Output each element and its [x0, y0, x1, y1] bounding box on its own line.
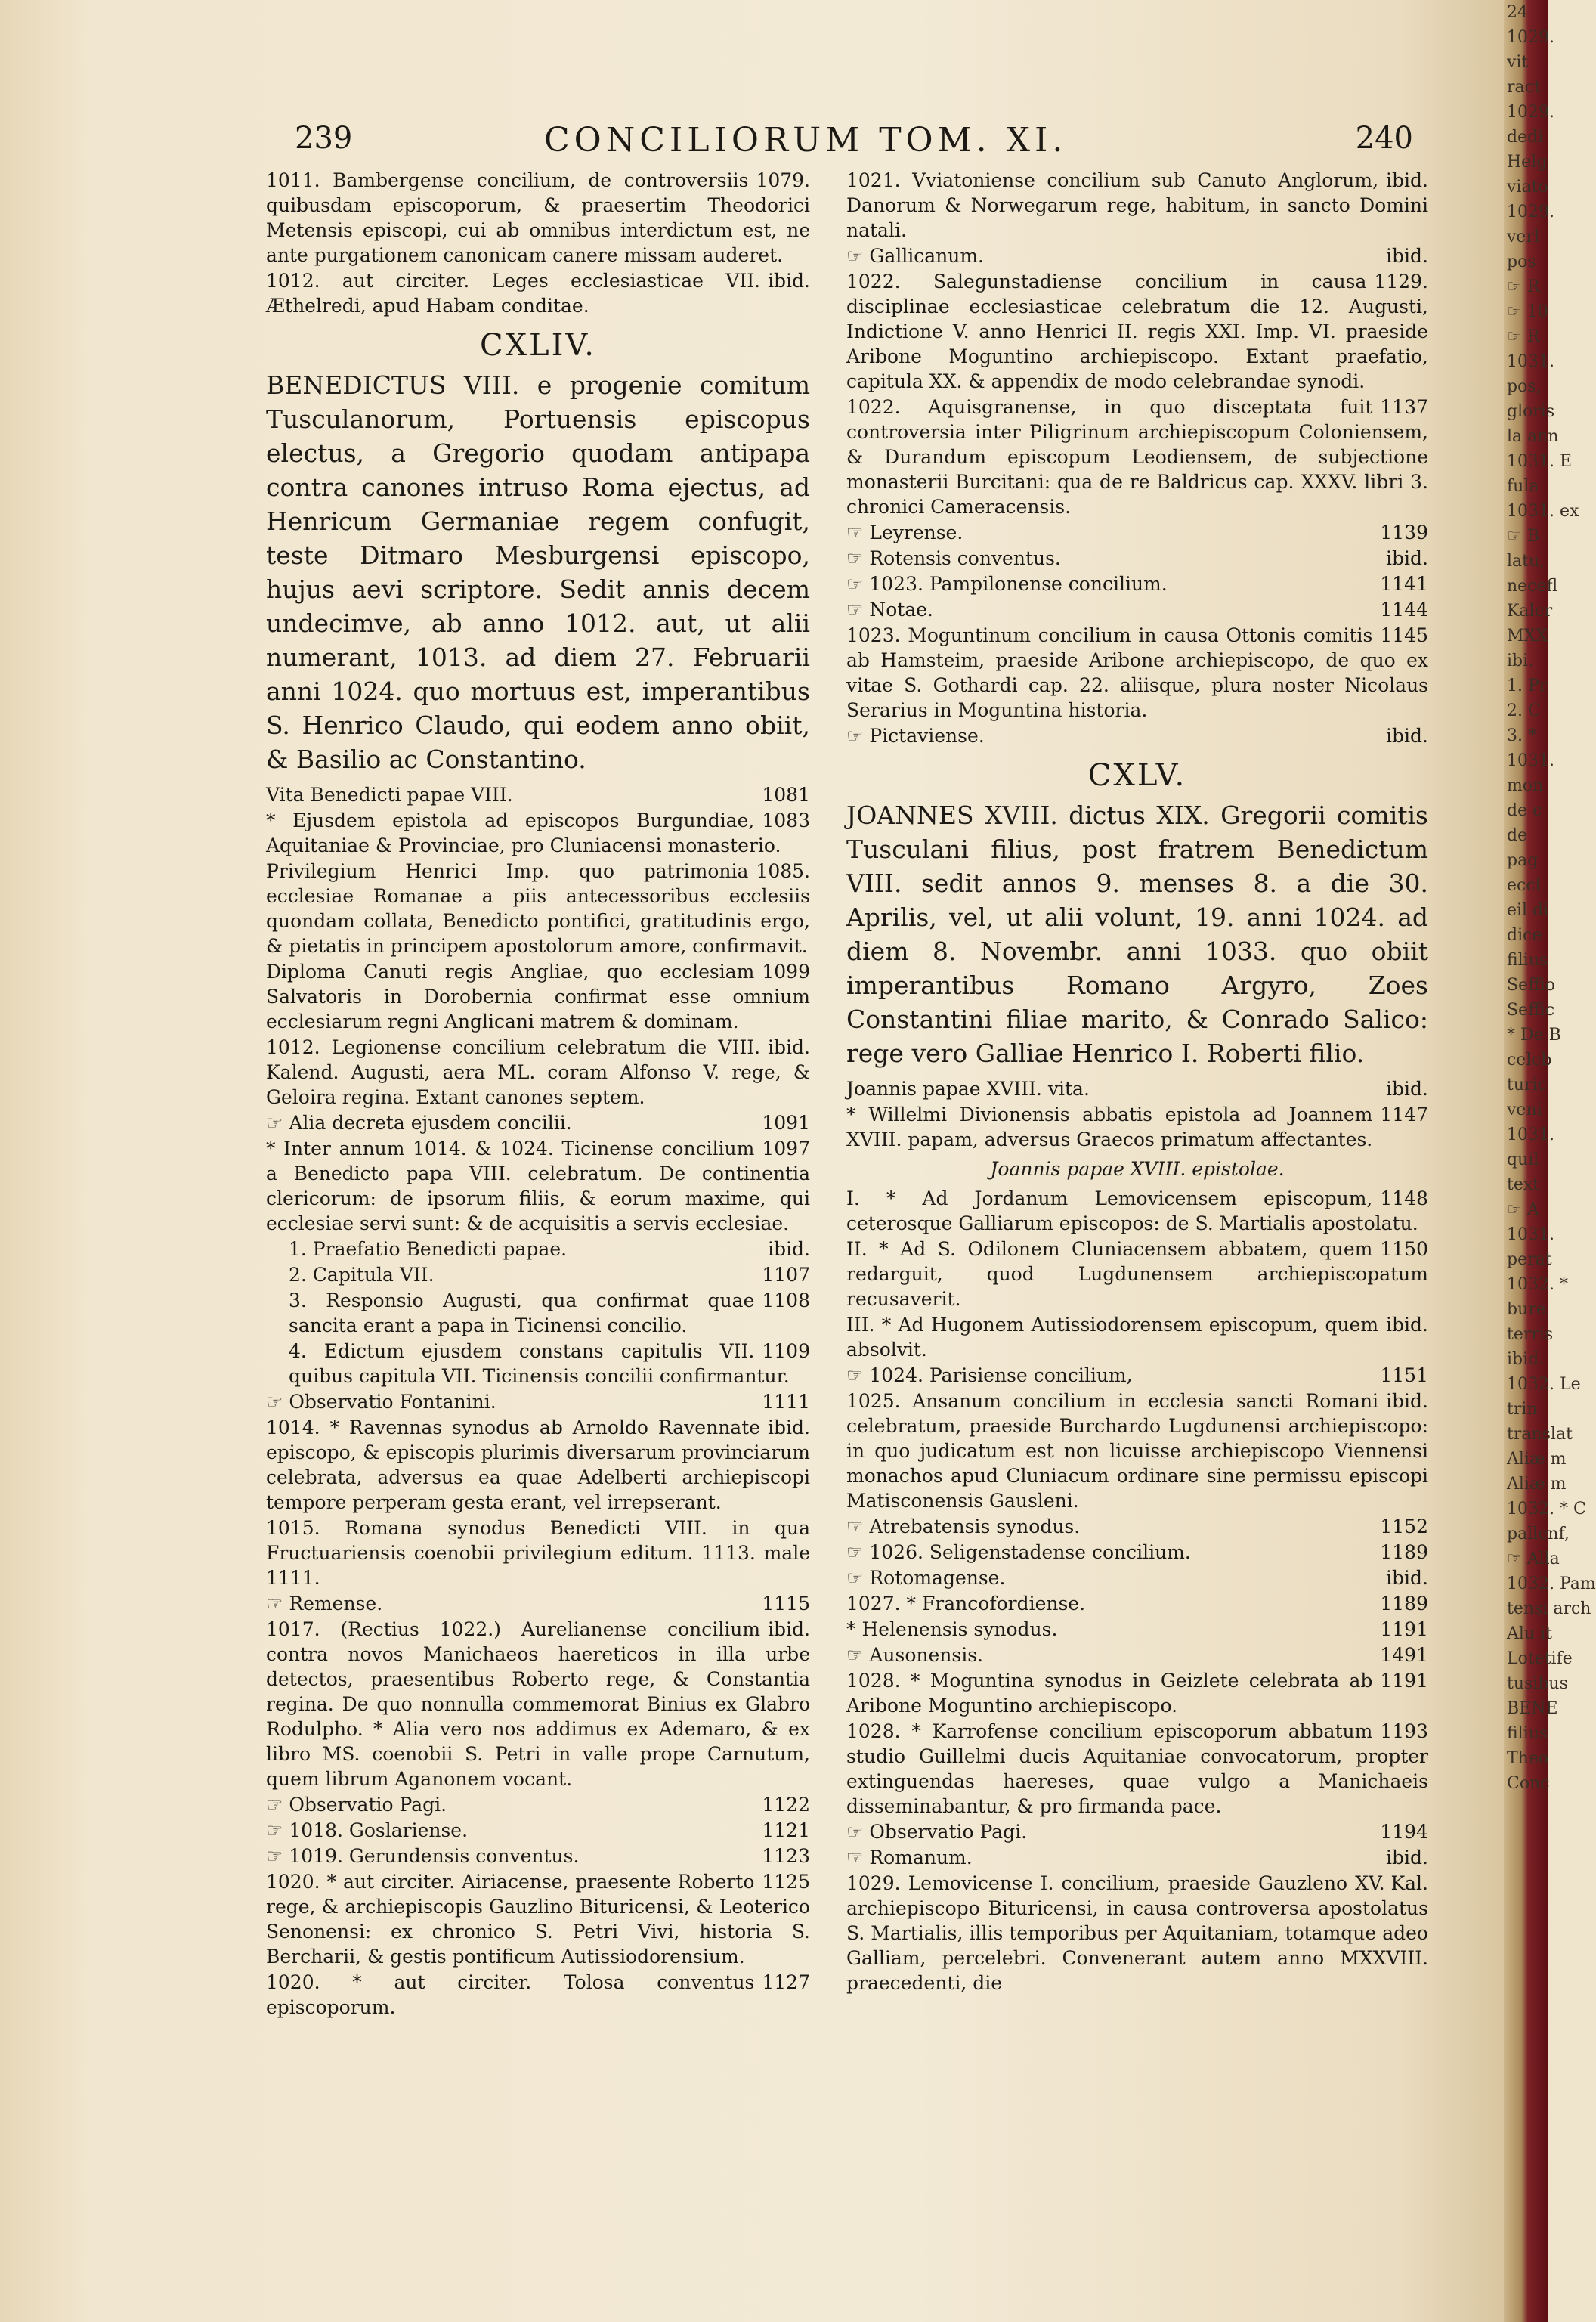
facing-page-line: de c [1507, 801, 1542, 820]
page-reference: 1108 [762, 1289, 810, 1311]
page-reference: ibid. [768, 1618, 810, 1640]
entry-text: 1021. Vviatoniense concilium sub Canuto Anglorum, Danorum & Norwegarum rege, habitum, in sancto Domini natali. [846, 169, 1428, 241]
facing-page-line: 1032. * C [1507, 1500, 1586, 1519]
facing-page-line: necefl [1507, 577, 1558, 596]
page-reference: 1148 [1380, 1187, 1428, 1209]
facing-page-line: 1029. [1507, 103, 1554, 122]
facing-page-line: ☞ R [1507, 277, 1540, 296]
page-reference: 1109 [762, 1340, 810, 1362]
entry-text: ☞ Romanum. [846, 1847, 973, 1868]
page-reference: 1099 [762, 961, 810, 983]
index-entry [266, 1970, 810, 2020]
facing-page-line: Kaler [1507, 602, 1553, 621]
facing-page-line: 1032. Le [1507, 1375, 1581, 1394]
index-entry [846, 1591, 1428, 1616]
entry-text: * Inter annum 1014. & 1024. Ticinense concilium a Benedicto papa VIII. celebratum. De continentia clericorum: de ipsorum filiis, & eorum maxime, qui ecclesiae servi sunt: & de acquisitis a servis ecclesiae. [266, 1138, 810, 1234]
page-reference: 1079. [756, 169, 810, 191]
facing-page-line: ☞ R [1507, 327, 1540, 346]
facing-page-line: turic [1507, 1076, 1547, 1094]
entry-text: * Ejusdem epistola ad episcopos Burgundiae, Aquitaniae & Provinciae, pro Cluniacensi monasterio. [266, 810, 781, 856]
entry-text: ☞ Gallicanum. [846, 245, 984, 267]
facing-page-line: 2. C [1507, 701, 1541, 720]
index-entry [266, 1237, 810, 1262]
facing-page-line: trin [1507, 1400, 1538, 1419]
index-entry [846, 597, 1428, 622]
page-reference: 1491 [1380, 1644, 1428, 1666]
entry-text: 1011. Bambergense concilium, de controversiis quibusdam episcoporum, & praesertim Theodorici Metensis episcopi, cui ab omnibus interdictum est, ne ante purgationem canonicam canere missam auderet. [266, 169, 810, 266]
facing-page-line: 1032. Pam [1507, 1574, 1596, 1593]
index-entry [846, 1312, 1428, 1362]
page-reference: 1097 [762, 1138, 810, 1159]
entry-text: 1012. Legionense concilium celebratum die VIII. Kalend. Augusti, aera ML. coram Alfonso V. rege, & Geloira regina. Extant canones septem. [266, 1036, 810, 1108]
index-entry [846, 1102, 1428, 1152]
index-entry [266, 1288, 810, 1338]
index-entry [266, 808, 810, 858]
facing-page-line: BENE [1507, 1699, 1558, 1718]
entry-text: ☞ 1023. Pampilonense concilium. [846, 573, 1168, 595]
index-entry [846, 1363, 1428, 1388]
page-reference: 1083 [762, 810, 810, 831]
index-entry [846, 546, 1428, 571]
facing-page-line: Lotetife [1507, 1649, 1573, 1668]
page-reference: 1107 [762, 1264, 810, 1286]
facing-page-line: tensi arch [1507, 1599, 1591, 1618]
entry-text: 1. Praefatio Benedicti papae. [289, 1238, 568, 1260]
page-reference: ibid. [768, 1238, 810, 1260]
page-reference: ibid. [1386, 1078, 1428, 1100]
entry-text: Diploma Canuti regis Angliae, quo ecclesiam Salvatoris in Dorobernia confirmat esse omnium ecclesiarum regni Anglicani matrem & dominam. [266, 961, 810, 1033]
page-reference: 1123 [762, 1845, 810, 1867]
index-entry [266, 782, 810, 807]
page-reference: ibid. [1386, 547, 1428, 569]
page-reference: ibid. [1386, 169, 1428, 191]
page-reference: 1127 [762, 1971, 810, 1993]
facing-page-line: 1031. [1507, 1125, 1554, 1144]
facing-page-line: eil di [1507, 901, 1549, 920]
index-entry [846, 1668, 1428, 1718]
index-entry [266, 1792, 810, 1817]
facing-page-line: MXX [1507, 627, 1548, 646]
index-entry [266, 1515, 810, 1590]
entry-text: 2. Capitula VII. [289, 1264, 435, 1286]
entry-text: Joannis papae XVIII. epistolae. [990, 1158, 1285, 1180]
entry-text: ☞ Observatio Pagi. [266, 1794, 447, 1816]
page-reference: ibid. [1386, 245, 1428, 267]
index-entry [846, 243, 1428, 268]
index-entry [266, 1415, 810, 1515]
facing-page-line: mon [1507, 776, 1544, 795]
entry-text: III. * Ad Hugonem Autissiodorensem episcopum, quem absolvit. [846, 1314, 1379, 1361]
index-entry [266, 1818, 810, 1843]
page-reference: ibid. [768, 1036, 810, 1058]
entry-text: II. * Ad S. Odilonem Cluniacensem abbatem, quem redarguit, quod Lugdunensem archiepiscopatum recusaverit. [846, 1238, 1428, 1310]
entry-text: 1028. * Moguntina synodus in Geizlete celebrata ab Aribone Moguntino archiepiscopo. [846, 1670, 1373, 1717]
page-reference: ibid. [1386, 1567, 1428, 1589]
index-entry [846, 1819, 1428, 1844]
chapter-intro-benedictus: BENEDICTUS VIII. e progenie comitum Tusculanorum, Portuensis episcopus electus, a Gregorio quodam antipapa contra canones intruso Roma ejectus, ad Henricum Germaniae regem confugit, teste Ditmaro Mesburgensi episcopo, hujus aevi scriptore. Sedit annis decem undecimve, ab anno 1012. aut, ut alii numerant, 1013. ad diem 27. Februarii anni 1024. quo mortuus est, imperantibus S. Henrico Claudo, qui eodem anno obiit, & Basilio ac Constantino. [266, 370, 810, 774]
index-entry [846, 1617, 1428, 1642]
facing-page-line: viato [1507, 178, 1548, 197]
facing-page-line: Seffio [1507, 976, 1556, 995]
page-reference: ibid. [768, 1416, 810, 1438]
page-reference: 1115 [762, 1593, 810, 1615]
right-top-entries [846, 168, 1428, 748]
index-entry [846, 520, 1428, 545]
facing-page-line: dedi [1507, 128, 1544, 147]
chapter-heading-cxlv: CXLV. [1087, 758, 1187, 793]
index-entry [846, 1565, 1428, 1590]
facing-page-line: de [1507, 826, 1528, 845]
entry-text: ☞ Pictaviense. [846, 725, 985, 747]
entry-text: ☞ Alia decreta ejusdem concilii. [266, 1112, 572, 1134]
page-reference: 1137 [1380, 396, 1428, 418]
index-entry [846, 1540, 1428, 1565]
index-entry [846, 723, 1428, 748]
page-reference: 1139 [1380, 522, 1428, 543]
entry-text: ☞ Rotensis conventus. [846, 547, 1061, 569]
facing-page-line: 1029. [1507, 203, 1554, 221]
page-reference: 1189 [1380, 1593, 1428, 1615]
facing-page-line: Aliæ m [1507, 1475, 1567, 1494]
left-top-entries [266, 168, 810, 318]
facing-page-line: eccl [1507, 876, 1541, 895]
facing-page-line: filius [1507, 1724, 1548, 1743]
facing-page-line: 1032. * [1507, 1275, 1568, 1294]
index-entry [266, 1110, 810, 1135]
entry-text: 1029. Lemovicense I. concilium, praeside Gauzleno archiepiscopo Bituricensi, in causa controversa apostolatus S. Martialis, illis temporibus per Aquitaniam, totamque adeo Galliam, percelebri. Convenerant autem anno MXXVIII. praecedenti, die [846, 1872, 1428, 1994]
entry-text: 1022. Aquisgranense, in quo disceptata fuit controversia inter Piligrinum archiepiscopum Coloniensem, & Durandum episcopum Leodiensem, de subjectione monasterii Burcitani: qua de re Baldricus cap. XXXV. libri 3. chronici Cameracensis. [846, 396, 1428, 518]
index-entry [846, 1514, 1428, 1539]
page-reference: 1111 [762, 1391, 810, 1413]
entry-text: ☞ 1026. Seligenstadense concilium. [846, 1541, 1191, 1563]
page-reference: 1091 [762, 1112, 810, 1134]
facing-page-line: ☞ B [1507, 527, 1539, 546]
facing-page-line: ibi. [1507, 652, 1534, 670]
index-entry [846, 571, 1428, 596]
facing-page-line: fula [1507, 477, 1539, 496]
facing-page-line: la ann [1507, 427, 1559, 446]
entry-text: * Willelmi Divionensis abbatis epistola ad Joannem XVIII. papam, adversus Graecos primatum affectantes. [846, 1104, 1373, 1150]
facing-page-line: pag [1507, 851, 1539, 870]
facing-page-line: bure [1507, 1300, 1546, 1319]
page-reference: ibid. [1386, 725, 1428, 747]
page-reference: ibid. [1386, 1390, 1428, 1412]
page-reference: 1191 [1380, 1670, 1428, 1692]
index-entry [846, 395, 1428, 519]
entry-text: 4. Edictum ejusdem constans capitulis VII. quibus capitula VII. Ticinensis concilii confirmantur. [289, 1340, 790, 1387]
page-reference: 1194 [1380, 1821, 1428, 1843]
facing-page-line: verl [1507, 228, 1540, 246]
page-reference: ibid. [1386, 1847, 1428, 1868]
index-entry [846, 1237, 1428, 1311]
facing-page-line: terris [1507, 1325, 1554, 1344]
entry-text: 1025. Ansanum concilium in ecclesia sancti Romani celebratum, praeside Burchardo Lugdunensi archiepiscopo: in quo judicatum est non licuisse archiepiscopo Viennensi monachos apud Cluniacum ordinare sine permissu episcopi Matisconensis Gausleni. [846, 1390, 1428, 1512]
entry-text: 1017. (Rectius 1022.) Aurelianense concilium contra novos Manichaeos haereticos in illa urbe detectos, praesentibus Roberto rege, & Constantia regina. De quo nonnulla commemorat Binius ex Glabro Rodulpho. * Alia vero nos addimus ex Ademaro, & ex libro MS. coenobii S. Petri in valle prope Carnutum, quem librum Aganonem vocant. [266, 1618, 810, 1790]
entry-text: Vita Benedicti papae VIII. [266, 784, 513, 806]
entry-text: 1028. * Karrofense concilium episcoporum abbatum studio Guillelmi ducis Aquitaniae convocatorum, propter extinguendas haereses, quae vulgo a Manichaeis disseminabantur, & pro firmanda pace. [846, 1720, 1428, 1817]
facing-page-line: 3. * [1507, 726, 1536, 745]
right-page-number: 240 [1355, 121, 1413, 156]
page-reference: 1129. [1374, 271, 1428, 293]
page-reference: 1152 [1380, 1515, 1428, 1537]
left-page-number: 239 [295, 121, 353, 156]
facing-page-line: gloris [1507, 402, 1555, 421]
facing-page-line: pos [1507, 252, 1536, 271]
facing-page-line: ☞ 10 [1507, 302, 1548, 321]
entry-text: 1023. Moguntinum concilium in causa Ottonis comitis ab Hamsteim, praeside Aribone archiepiscopo, de quo ex vitae S. Gothardi cap. 22. aliisque, plura noster Nicolaus Serarius in Moguntina historia. [846, 624, 1428, 721]
page-header [295, 121, 1413, 174]
facing-page-line: dice [1507, 926, 1542, 945]
entry-text: 1027. * Francofordiense. [846, 1593, 1086, 1615]
entry-text: ☞ Remense. [266, 1593, 383, 1615]
facing-page-line: Theo [1507, 1749, 1549, 1768]
facing-page-line: celeb [1507, 1051, 1552, 1070]
entry-text: I. * Ad Jordanum Lemovicensem episcopum, ceterosque Galliarum episcopos: de S. Martialis apostolatu. [846, 1187, 1418, 1234]
page-reference: 1151 [1380, 1364, 1428, 1386]
index-entry [846, 168, 1428, 243]
index-entry [846, 1719, 1428, 1819]
index-entry [266, 1035, 810, 1110]
entry-text: ☞ 1018. Goslariense. [266, 1819, 469, 1841]
facing-page-line: ☞ A [1507, 1200, 1539, 1219]
page-reference: 1121 [762, 1819, 810, 1841]
facing-page-line: veni [1507, 1101, 1542, 1119]
entry-text: ☞ Atrebatensis synodus. [846, 1515, 1081, 1537]
right-entry-list [846, 1076, 1428, 1995]
entry-text: 1015. Romana synodus Benedicti VIII. in qua Fructuariensis coenobii privilegium editum. 1113. male 1111. [266, 1517, 810, 1589]
facing-page-line: vit [1507, 53, 1529, 72]
index-entry [266, 1339, 810, 1389]
entry-text: ☞ 1019. Gerundensis conventus. [266, 1845, 580, 1867]
page-reference: XV. Kal. [1355, 1872, 1428, 1894]
facing-page-line: latu, [1507, 552, 1545, 571]
entry-text: 1020. * aut circiter. Airiacense, praesente Roberto rege, & archiepiscopis Gauzlino Bituricensi, & Leoterico Senonensi: ex chronico S. Petri Vivi, historia S. Bercharii, & gestis pontificum Autissiodorensium. [266, 1871, 810, 1968]
index-entry [846, 1642, 1428, 1667]
index-entry [846, 1389, 1428, 1513]
entry-text: * Helenensis synodus. [846, 1618, 1058, 1640]
index-entry [266, 1389, 810, 1414]
entry-text: 1014. * Ravennas synodus ab Arnoldo Ravennate episcopo, & episcopis plurimis diversarum provinciarum celebrata, adversus ea quae Adelberti archiepiscopi tempore perperam gesta erant, vel irrepserant. [266, 1416, 810, 1513]
right-column [846, 168, 1428, 1996]
facing-page-line: 1031. [1507, 352, 1554, 371]
facing-page-line: 1031. E [1507, 452, 1573, 471]
facing-page-fragment [1502, 0, 1596, 2322]
index-entry [266, 1136, 810, 1236]
index-entry [266, 1617, 810, 1791]
page-reference: 1193 [1380, 1720, 1428, 1742]
facing-page-line: perat [1507, 1250, 1552, 1269]
page-reference: 1150 [1380, 1238, 1428, 1260]
page-reference: 1144 [1380, 599, 1428, 621]
page-reference: 1191 [1380, 1618, 1428, 1640]
facing-page-line: 1031. [1507, 751, 1554, 770]
entry-text: Privilegium Henrici Imp. quo patrimonia ecclesiae Romanae a piis antecessoribus ecclesiis quondam collata, Benedicto pontifici, gratitudinis ergo, & pietatis in principem apostolorum amore, confirmavit. [266, 860, 810, 957]
entry-text: ☞ Observatio Pagi. [846, 1821, 1028, 1843]
left-entry-list [266, 782, 810, 2020]
index-entry [266, 859, 810, 958]
facing-page-line: tusibus [1507, 1674, 1568, 1693]
page-reference: ibid. [1386, 1314, 1428, 1336]
facing-page-line: 1031. ex [1507, 502, 1579, 521]
index-entry [266, 1844, 810, 1868]
page-reference: 1122 [762, 1794, 810, 1816]
facing-page-line: ibid. [1507, 1350, 1545, 1369]
facing-page-line: Aliæ m [1507, 1450, 1567, 1469]
page-reference: 1081 [762, 784, 810, 806]
facing-page-line: text [1507, 1175, 1540, 1194]
facing-page-line: translat [1507, 1425, 1573, 1444]
entry-text: ☞ 1024. Parisiense concilium, [846, 1364, 1133, 1386]
page-reference: 1125 [762, 1871, 810, 1893]
entry-text: ☞ Observatio Fontanini. [266, 1391, 496, 1413]
index-entry [266, 168, 810, 268]
facing-page-line: Conc [1507, 1774, 1550, 1793]
index-entry [266, 268, 810, 318]
page-reference: 1147 [1380, 1104, 1428, 1125]
facing-page-line: quil [1507, 1150, 1539, 1169]
page-reference: ibid. [768, 270, 810, 292]
running-title: CONCILIORUM TOM. XI. [544, 121, 1068, 159]
index-entry [846, 269, 1428, 394]
index-entry [266, 1869, 810, 1969]
index-entry [846, 623, 1428, 723]
sub-heading [846, 1156, 1428, 1181]
facing-page-line: 1. Pr [1507, 676, 1548, 695]
page-reference: 1141 [1380, 573, 1428, 595]
entry-text: ☞ Leyrense. [846, 522, 963, 543]
entry-text: ☞ Rotomagense. [846, 1567, 1006, 1589]
entry-text: 1012. aut circiter. Leges ecclesiasticae VII. Æthelredi, apud Habam conditae. [266, 270, 761, 317]
facing-page-line: pallenf, [1507, 1525, 1570, 1543]
chapter-intro-joannes: JOANNES XVIII. dictus XIX. Gregorii comitis Tusculani filius, post fratrem Benedictum VIII. sedit annos 9. menses 8. a die 30. Aprilis, vel, ut alii volunt, 19. anni 1024. ad diem 8. Novembr. anni 1033. quo obiit imperantibus Romano Argyro, Zoes Constantini filiae marito, & Conrado Salico: rege vero Galliae Henrico I. Roberti filio. [846, 800, 1428, 1068]
facing-page-line: Alu it [1507, 1624, 1552, 1643]
facing-page-line: ract [1507, 78, 1541, 97]
facing-page-line: 24 [1507, 3, 1528, 22]
entry-text: 3. Responsio Augusti, qua confirmat quae sancita erant a papa in Ticinensi concilio. [289, 1289, 755, 1336]
left-column [266, 168, 810, 2020]
facing-page-line: ☞ Alla [1507, 1550, 1560, 1568]
page-reference: 1085. [756, 860, 810, 882]
page-reference: 1189 [1380, 1541, 1428, 1563]
entry-text: ☞ Ausonensis. [846, 1644, 983, 1666]
facing-page-line: * De B [1507, 1026, 1561, 1045]
page-reference: 1145 [1380, 624, 1428, 646]
entry-text: Joannis papae XVIII. vita. [846, 1078, 1090, 1100]
facing-page-line: 1029. [1507, 28, 1554, 47]
index-entry [846, 1845, 1428, 1870]
index-entry [266, 1591, 810, 1616]
facing-page-line: 1031. [1507, 1225, 1554, 1244]
facing-page-line: Helg [1507, 153, 1548, 172]
facing-page-line: Seffic [1507, 1001, 1555, 1020]
entry-text: 1022. Salegunstadiense concilium in causa disciplinae ecclesiasticae celebratum die 12. Augusti, Indictione V. anno Henrici II. regis XXI. Imp. VI. praeside Aribone Moguntino archiepiscopo. Extant praefatio, capitula XX. & appendix de modo celebrandae synodi. [846, 271, 1428, 392]
entry-text: ☞ Notae. [846, 599, 933, 621]
chapter-heading-cxliv: CXLIV. [479, 328, 597, 363]
facing-page-line: pos, [1507, 377, 1542, 396]
index-entry [266, 1262, 810, 1287]
index-entry [846, 1871, 1428, 1995]
index-entry [266, 959, 810, 1034]
facing-page-line: filius [1507, 951, 1548, 970]
index-entry [846, 1076, 1428, 1101]
index-entry [846, 1186, 1428, 1236]
entry-text: 1020. * aut circiter. Tolosa conventus episcoporum. [266, 1971, 755, 2018]
